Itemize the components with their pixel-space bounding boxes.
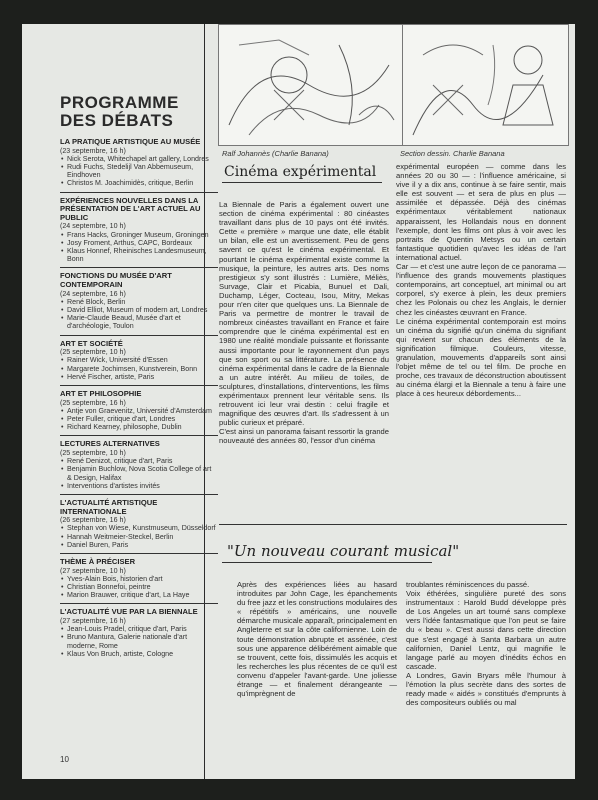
section-speaker: • Richard Kearney, philosophe, Dublin: [60, 423, 218, 431]
section-speaker: • Klaus Honnef, Rheinisches Landesmuseum, Bonn: [60, 247, 218, 263]
article2-col2: [406, 580, 566, 707]
article2-headline: "Un nouveau courant musical": [227, 542, 460, 560]
article1-col2: [396, 162, 566, 398]
article1-col2-para1: expérimental européen — comme dans les années 20 ou 30 — : l'influence américaine, si vive il y a dix ans, continue à se faire sentir, mais elle est souvent — et sera de plus en plus — assimilée et dépassée. Déjà des cinémas expérimentaux véritablement nationaux apparaissent, les Hollandais nous en donnent l'exemple, dont les films ont plus à voir avec les portraits de Quentin Metsys ou un certain fantastique quotidien qu'avec les idéas de l'art international actuel.: [396, 162, 566, 262]
section-date: (23 septembre, 16 h): [60, 146, 126, 155]
programme-sidebar: [60, 94, 218, 658]
section-speaker: • Rainer Wick, Université d'Essen: [60, 356, 218, 364]
section-date: (27 septembre, 16 h): [60, 617, 126, 626]
programme-title-line2: DES DÉBATS: [60, 111, 174, 130]
section-speaker: • Peter Fuller, critique d'art, Londres: [60, 415, 218, 423]
section-speaker: • Daniel Buren, Paris: [60, 541, 218, 549]
section-title: ART ET SOCIÉTÉ: [60, 338, 123, 348]
section-rule: [60, 435, 218, 436]
programme-title-line1: PROGRAMME: [60, 93, 179, 112]
section-speaker: • Klaus Von Bruch, artiste, Cologne: [60, 650, 218, 658]
caption-right: Section dessin. Charlie Banana: [400, 149, 505, 158]
section-speaker: • Christos M. Joachimidès, critique, Berlin: [60, 179, 218, 187]
section-date: (25 septembre, 10 h): [60, 348, 126, 357]
section-title: FONCTIONS DU MUSÉE D'ART CONTEMPORAIN: [60, 271, 172, 289]
section-speaker: • René Block, Berlin: [60, 298, 218, 306]
section-date: (27 septembre, 10 h): [60, 566, 126, 575]
section-speaker: • David Elliot, Museum of modern art, Londres: [60, 306, 218, 314]
section-date: (24 septembre, 16 h): [60, 289, 126, 298]
section-speaker: • Interventions d'artistes invités: [60, 482, 218, 490]
section-speaker: • Marie-Claude Beaud, Musée d'art et d'archéologie, Toulon: [60, 314, 218, 330]
debate-sections: [60, 138, 218, 658]
section-title: THÈME À PRÉCISER: [60, 557, 136, 567]
section-date: (25 septembre, 16 h): [60, 398, 126, 407]
caption-left: Ralf Johannès (Charlie Banana): [222, 149, 329, 158]
section-rule: [60, 553, 218, 554]
drawing-sketch-left: [219, 25, 404, 145]
section-rule: [60, 494, 218, 495]
section-speaker: • Frans Hacks, Groninger Museum, Groningen: [60, 231, 218, 239]
section-rule: [60, 603, 218, 604]
drawing-sketch-right: [403, 25, 568, 145]
section-title: EXPÉRIENCES NOUVELLES DANS LA PRÉSENTATION DE L'ART ACTUEL AU PUBLIC: [60, 195, 201, 222]
article2-col2-para2: Voix éthérées, singulière pureté des sons instrumentaux : Harold Budd développe près de Los Angeles un art tourné sans complexe vers l'idée fantasmatique que l'on peut se faire du « beau ». C'est aussi dans cette direction que s'est engagé à Santa Barbara un autre californien, Daniel Lentz, qui magnifie le langage parlé au moyen d'inédits échos en cascade.: [406, 589, 566, 671]
section-rule: [60, 192, 218, 193]
section-title: ART ET PHILOSOPHIE: [60, 389, 142, 399]
page-number: 10: [60, 755, 69, 764]
section-speaker: • Marion Brauwer, critique d'art, La Haye: [60, 591, 218, 599]
section-title: LECTURES ALTERNATIVES: [60, 439, 160, 449]
article1-headline: Cinéma expérimental: [224, 164, 377, 180]
article1-headline-rule: [222, 182, 382, 183]
section-date: (25 septembre, 10 h): [60, 449, 126, 458]
article2-col2-para1: troublantes réminiscences du passé.: [406, 580, 530, 589]
section-title: L'ACTUALITÉ ARTISTIQUE INTERNATIONALE: [60, 498, 158, 516]
article2-headline-rule: [222, 562, 432, 563]
section-title: LA PRATIQUE ARTISTIQUE AU MUSÉE: [60, 137, 201, 146]
section-rule: [60, 267, 218, 268]
section-speaker: • René Denizot, critique d'art, Paris: [60, 457, 218, 465]
section-speaker: • Bruno Mantura, Galerie nationale d'art moderne, Rome: [60, 633, 218, 649]
article2-top-rule: [219, 524, 567, 525]
section-rule: [60, 335, 218, 336]
section-speaker: • Jean-Louis Pradel, critique d'art, Paris: [60, 625, 218, 633]
newspaper-page: [22, 24, 575, 779]
section-speaker: • Stephan von Wiese, Kunstmuseum, Düsseldorf: [60, 524, 218, 532]
article1-col2-para3: Le cinéma expérimental contemporain est moins un cinéma du signifié qu'un cinéma du signifiant qui revient sur chacun des éléments de la signification filmique. Couleurs, vitesse, granulation, mouvements d'appareils sont ainsi l'objet même de tel ou tel film. De proche en proche, ces travaux de déconstruction aboutissent au cinéma élargi et la Biennale a tenu à faire une place à ces heureux débordements...: [396, 316, 566, 399]
section-speaker: • Christian Bonnefoi, peintre: [60, 583, 218, 591]
article1-col2-para2: Car — et c'est une autre leçon de ce panorama — l'influence des grands mouvements plastiques contemporains, art conceptuel, art minimal ou art corporel, s'y exerce à plein, les deux premiers chez les Polonais ou chez les Anglais, le dernier chez les cinéastes œuvrant en France.: [396, 262, 566, 317]
illustration-left: [218, 24, 405, 146]
article1-col1: [219, 200, 389, 446]
article1-col1-para1: La Biennale de Paris a également ouvert une section de cinéma expérimental : 80 cinéastes travaillant dans plus de 10 pays ont été invités. Cette « première » marque une date, elle établit un bilan, elle est un avertissement. Peu de gens savent ce qu'est le cinéma expérimental. Et pourtant le cinéma expérimental existe comme la musique, la peinture, les autres arts. Des noms prestigieux s'y sont illustrés : Lumière, Méliès, Survage, Clair et Picabia, Bunuel et Dali, Duchamp, Léger, Cocteau, Isou, Mitry, Mekas pour n'en citer que quelques uns. La Biennale de Paris va permettre de montrer le travail de nombreux cinéastes travaillant en France et faire comprendre que le cinéma expérimental est en 1980 une réalité mondiale puissante et florissante aussi importante pour le rayonnement d'un pays que son sport ou sa littérature. La présence du cinéma expérimental dans le cadre de la Biennale a un autre intérêt. Au milieu de toiles, de sculptures, d'installations, d'interventions, les films expérimentaux prennent leur véritable sens. Ils retrouvent ici leur vrai destin : celui fragile et magnifique des œuvres d'art. Ils s'adressent à un public curieux et préparé.: [219, 200, 389, 428]
section-date: (24 septembre, 10 h): [60, 222, 126, 231]
section-rule: [60, 385, 218, 386]
section-speaker: • Margarete Jochimsen, Kunstverein, Bonn: [60, 365, 218, 373]
section-speaker: • Antje von Graevenitz, Université d'Amsterdam: [60, 407, 218, 415]
article2-col1: [237, 580, 397, 698]
section-date: (26 septembre, 16 h): [60, 516, 126, 525]
section-speaker: • Yves-Alain Bois, historien d'art: [60, 575, 218, 583]
section-title: L'ACTUALITÉ VUE PAR LA BIENNALE: [60, 607, 198, 617]
section-speaker: • Hannah Weitmeier-Steckel, Berlin: [60, 533, 218, 541]
section-speaker: • Rudi Fuchs, Stedelijl Van Abbemuseum, Eindhoven: [60, 163, 218, 179]
programme-title: [60, 94, 218, 130]
section-speaker: • Benjamin Buchlow, Nova Scotia College of art & Design, Halifax: [60, 465, 218, 481]
section-speaker: • Hervé Fischer, artiste, Paris: [60, 373, 218, 381]
illustration-right: [402, 24, 569, 146]
section-speaker: • Josy Froment, Arthus, CAPC, Bordeaux: [60, 239, 218, 247]
article2-col2-para3: A Londres, Gavin Bryars mêle l'humour à l'émotion la plus secrète dans des sortes de ready made « aidés » constitués d'emprunts à des compositeurs oubliés ou mal: [406, 670, 566, 708]
article2-col1-para1: Après des expériences liées au hasard introduites par John Cage, les épanchements du free jazz et les constructions modulaires des « répétitifs » américains, une nouvelle démarche musicale apparaît, principalement en Angleterre et sur la côte californienne. Loin de toute démonstration abrupte et assénée, c'est sous une apparence délibérément aimable que se trouvent, cette fois, dissimulés les acquis et les recherches les plus récentes de ce qu'il est convenu d'appeler l'avant-garde. Une joliesse étrange — et finalement dérangeante — qu'imprègnent de: [237, 580, 397, 699]
article1-col1-para2: C'est ainsi un panorama faisant ressortir la grande nouveauté des années 80, l'essor d'un cinéma: [219, 427, 389, 446]
section-speaker: • Nick Serota, Whitechapel art gallery, Londres: [60, 155, 218, 163]
